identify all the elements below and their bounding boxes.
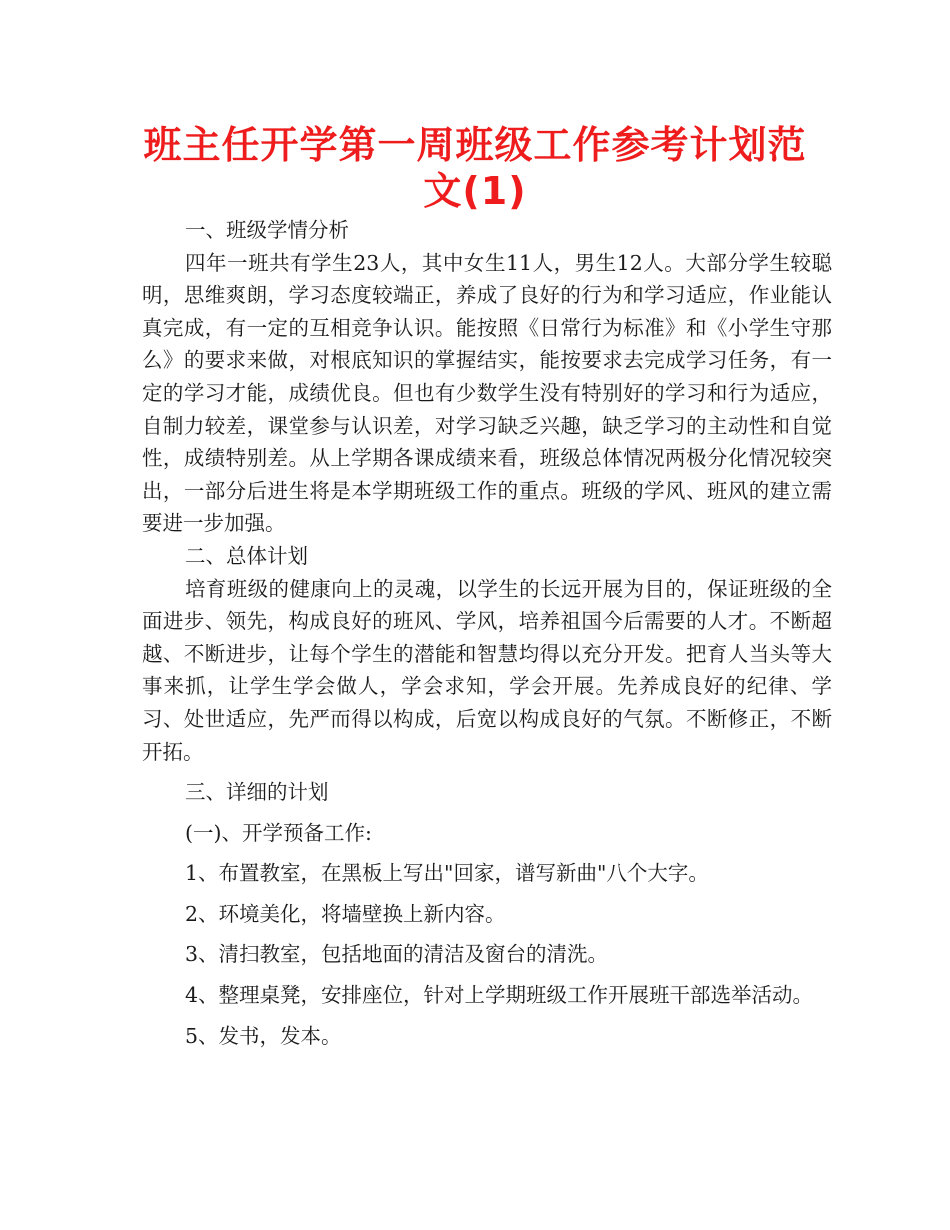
section-heading-overall-plan: 二、总体计划 bbox=[185, 543, 308, 568]
paragraph-overall-plan: 培育班级的健康向上的灵魂，以学生的长远开展为目的，保证班级的全面进步、领先，构成良好的班风、学风，培养祖国今后需要的人才。不断超越、不断进步，让每个学生的潜能和智慧均得以充分开发。把育人当头等大事来抓，让学生学会做人，学会求知，学会开展。先养成良好的纪律、学习、处世适应，先严而得以构成，后宽以构成良好的气氛。不断修正，不断开拓。 bbox=[142, 576, 832, 764]
subsection-heading-preparation: (一)、开学预备工作: bbox=[185, 820, 372, 845]
list-item: 2、环境美化，将墙壁换上新内容。 bbox=[185, 901, 506, 926]
list-item: 3、清扫教室，包括地面的清洁及窗台的清洗。 bbox=[185, 942, 609, 967]
document-body bbox=[142, 214, 832, 1052]
list-item: 5、发书，发本。 bbox=[185, 1023, 342, 1048]
list-item: 1、布置教室，在黑板上写出"回家，谱写新曲"八个大字。 bbox=[185, 861, 709, 886]
section-heading-analysis: 一、班级学情分析 bbox=[185, 218, 349, 242]
document-title: 班主任开学第一周班级工作参考计划范文(1) bbox=[143, 123, 807, 213]
paragraph-analysis: 四年一班共有学生23人，其中女生11人，男生12人。大部分学生较聪明，思维爽朗，学习态度较端正，养成了良好的行为和学习适应，作业能认真完成，有一定的互相竞争认识。能按照《日常行为标准》和《小学生守那么》的要求来做，对根底知识的掌握结实，能按要求去完成学习任务，有一定的学习才能，成绩优良。但也有少数学生没有特别好的学习和行为适应，自制力较差，课堂参与认识差，对学习缺乏兴趣，缺乏学习的主动性和自觉性，成绩特别差。从上学期各课成绩来看，班级总体情况两极分化情况较突出，一部分后进生将是本学期班级工作的重点。班级的学风、班风的建立需要进一步加强。 bbox=[142, 250, 832, 536]
section-heading-detailed-plan: 三、详细的计划 bbox=[185, 780, 329, 805]
list-item: 4、整理桌凳，安排座位，针对上学期班级工作开展班干部选举活动。 bbox=[185, 983, 814, 1008]
